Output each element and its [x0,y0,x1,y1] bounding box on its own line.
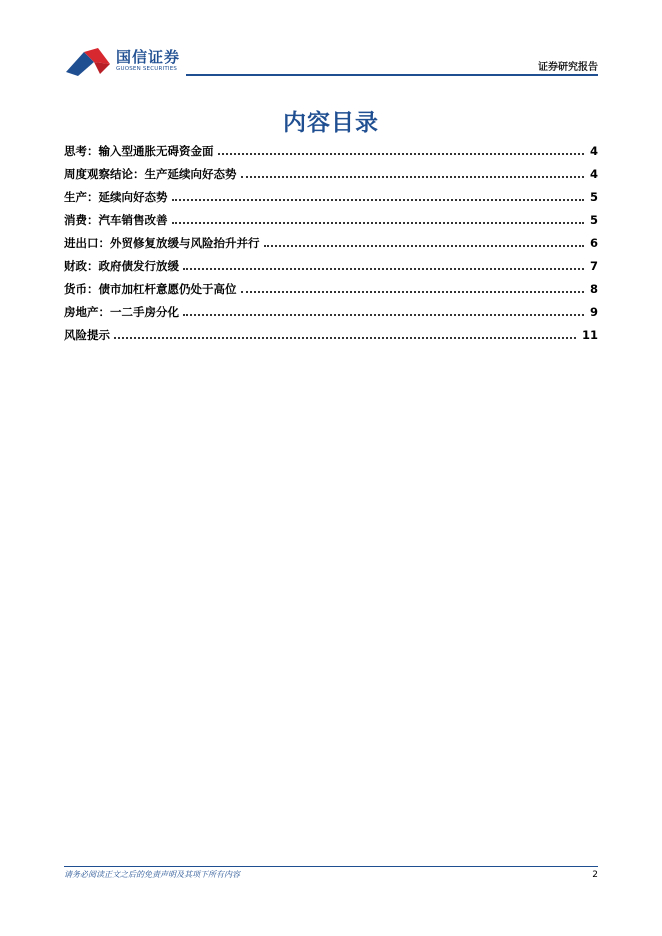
toc-dot-leader [241,290,584,293]
toc-entry-page: 8 [589,282,598,296]
toc-entry-label: 财政：政府债发行放缓 [64,259,179,273]
toc-dot-leader [183,313,584,316]
toc-entry[interactable] [64,280,598,303]
toc-entry[interactable] [64,257,598,280]
toc-entry-page: 11 [581,328,598,342]
logo-brand-name: 国信证券 [116,48,181,66]
toc-entry[interactable] [64,326,598,349]
toc-entry[interactable] [64,211,598,234]
toc-entry-label: 生产：延续向好态势 [64,190,168,204]
page-header [0,0,662,80]
report-type-label: 证券研究报告 [538,62,598,73]
toc-dot-leader [218,152,584,155]
toc-entry-label: 周度观察结论：生产延续向好态势 [64,167,237,181]
toc-entry-page: 6 [589,236,598,250]
toc-entry[interactable] [64,142,598,165]
toc-entry-page: 4 [589,167,598,181]
toc-entry[interactable] [64,234,598,257]
toc-entry-label: 风险提示 [64,328,110,342]
logo-mark-icon [64,44,112,78]
toc-entry[interactable] [64,165,598,188]
toc-dot-leader [114,336,576,339]
toc-dot-leader [264,244,584,247]
toc-dot-leader [172,198,584,201]
toc-entry-label: 思考：输入型通胀无碍资金面 [64,144,214,158]
toc-dot-leader [183,267,584,270]
toc-entry[interactable] [64,188,598,211]
footer-disclaimer: 请务必阅读正文之后的免责声明及其项下所有内容 [64,870,240,879]
toc-entry-page: 4 [589,144,598,158]
toc-entry-label: 房地产：一二手房分化 [64,305,179,319]
guosen-logo [64,44,184,78]
toc-entry[interactable] [64,303,598,326]
toc-title: 内容目录 [283,110,379,136]
toc-entry-label: 货币：债市加杠杆意愿仍处于高位 [64,282,237,296]
toc-entry-label: 消费：汽车销售改善 [64,213,168,227]
toc-entry-page: 5 [589,190,598,204]
toc-dot-leader [172,221,584,224]
toc-entry-label: 进出口：外贸修复放缓与风险抬升并行 [64,236,260,250]
page-number: 2 [592,870,598,880]
table-of-contents [64,142,598,349]
toc-dot-leader [241,175,584,178]
logo-brand-english: GUOSEN SECURITIES [116,66,178,72]
toc-entry-page: 5 [589,213,598,227]
toc-entry-page: 7 [589,259,598,273]
header-divider [186,74,598,76]
footer-divider [64,866,598,867]
toc-entry-page: 9 [589,305,598,319]
